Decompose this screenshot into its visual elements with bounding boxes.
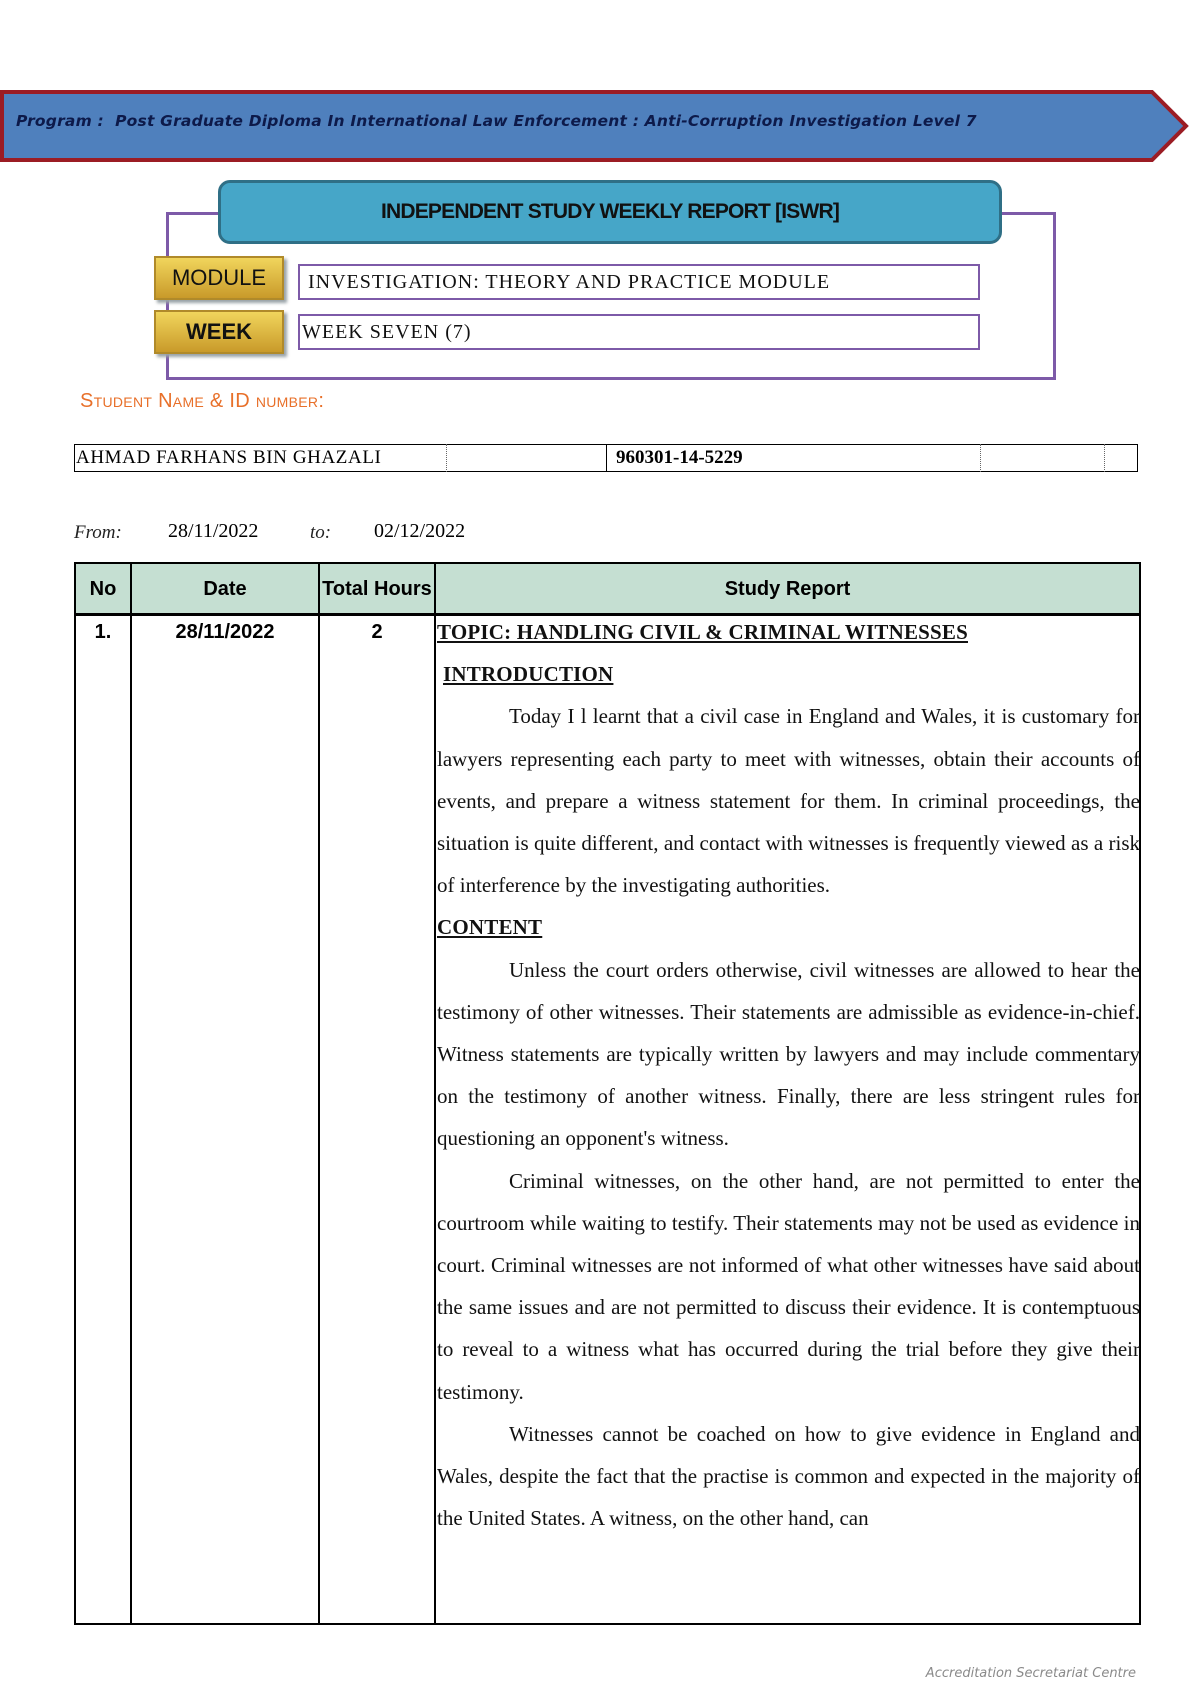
from-label: From:	[74, 522, 122, 543]
header-study-report: Study Report	[724, 577, 851, 600]
content-paragraph: Unless the court orders otherwise, civil witnesses are allowed to hear the testimony of other witnesses. Their statements are admissible as evidence-in-chief. Witness statements are typically written by lawyers and may include commentary on the testimony of another witness. Finally, there are less stringent rules for questioning an opponent's witness.	[437, 957, 1140, 1151]
introduction-paragraph: Today I l learnt that a civil case in England and Wales, it is customary for lawyers representing each party to meet with witnesses, obtain their accounts of events, and prepare a witness statement for them. In criminal proceedings, the situation is quite different, and contact with witnesses is frequently viewed as a risk of interference by the investigating authorities.	[437, 704, 1140, 898]
topic-heading: TOPIC: HANDLING CIVIL & CRIMINAL WITNESSES	[437, 620, 968, 644]
student-heading: Student Name & ID number:	[80, 390, 325, 412]
from-date: 28/11/2022	[168, 520, 259, 542]
to-date: 02/12/2022	[374, 520, 466, 542]
program-name: Post Graduate Diploma In International Law Enforcement : Anti-Corruption Investigation Level 7	[115, 112, 977, 130]
content-paragraph: Witnesses cannot be coached on how to give evidence in England and Wales, despite the fact that the practise is common and expected in the majority of the United States. A witness, on the other hand, can	[437, 1421, 1140, 1531]
table-column-divider	[130, 562, 132, 1625]
header-no: No	[89, 577, 117, 600]
table-column-divider	[434, 562, 436, 1625]
student-name: AHMAD FARHANS BIN GHAZALI	[76, 447, 382, 468]
content-heading: CONTENT	[437, 915, 543, 940]
student-row-divider	[446, 444, 447, 472]
table-column-divider	[318, 562, 320, 1625]
header-date: Date	[203, 577, 247, 600]
module-label: MODULE	[154, 256, 284, 300]
study-report-cell	[437, 611, 1140, 1621]
introduction-heading: INTRODUCTION	[443, 662, 614, 687]
report-title: INDEPENDENT STUDY WEEKLY REPORT [ISWR]	[218, 180, 1002, 244]
content-paragraph: Criminal witnesses, on the other hand, are not permitted to enter the courtroom while waiting to testify. Their statements may not be used as evidence in court. Criminal witnesses are not informed of what other witnesses have said about the same issues and are not permitted to discuss their evidence. It is contemptuous to reveal to a witness what has occurred during the trial before they give their testimony.	[437, 1168, 1140, 1404]
module-field: INVESTIGATION: THEORY AND PRACTICE MODULE	[298, 264, 980, 300]
student-row-divider	[1104, 444, 1105, 472]
student-row-divider	[980, 444, 981, 472]
week-label: WEEK	[154, 310, 284, 354]
row-total-hours: 2	[371, 621, 383, 643]
row-date: 28/11/2022	[175, 621, 275, 643]
to-label: to:	[310, 522, 332, 543]
header-total-hours: Total Hours	[322, 577, 432, 600]
student-id-number: 960301-14-5229	[616, 447, 743, 468]
week-field: WEEK SEVEN (7)	[298, 314, 980, 350]
footer-text: Accreditation Secretariat Centre	[925, 1666, 1136, 1681]
row-number: 1.	[94, 621, 112, 643]
program-banner-text	[16, 112, 1116, 130]
program-label: Program :	[16, 112, 104, 130]
